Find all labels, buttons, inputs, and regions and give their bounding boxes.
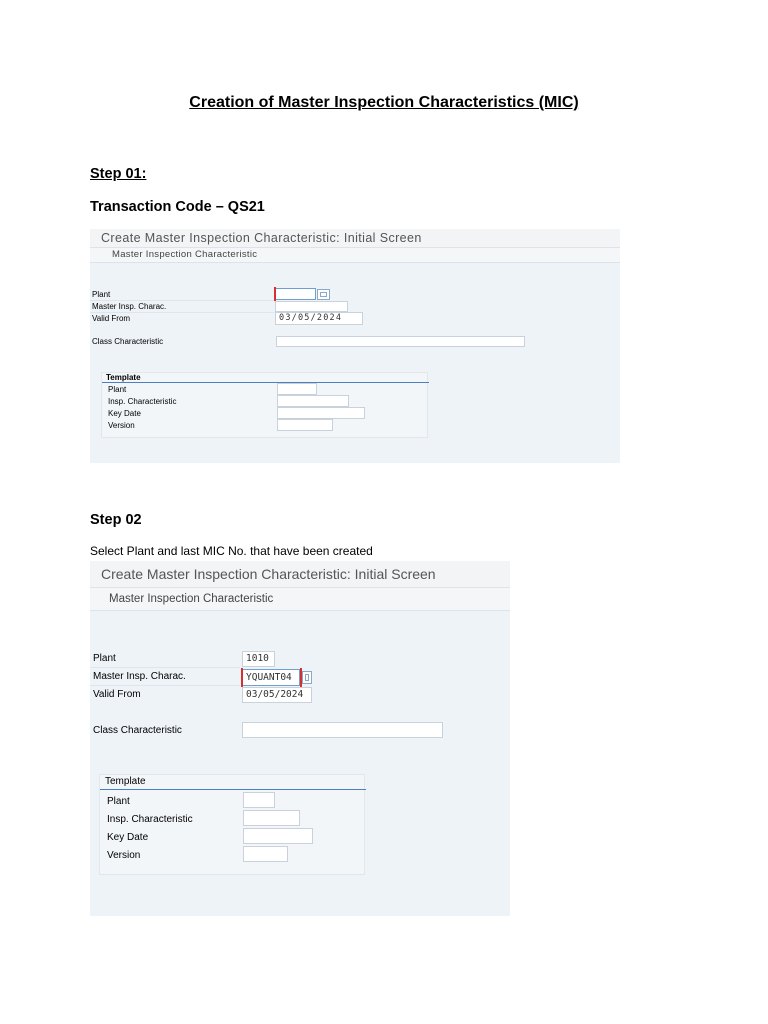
label-divider bbox=[90, 685, 240, 686]
template-plant-label: Plant bbox=[107, 796, 130, 807]
mic-label: Master Insp. Charac. bbox=[93, 671, 186, 682]
plant-label: Plant bbox=[93, 653, 116, 664]
class-characteristic-input[interactable] bbox=[242, 722, 443, 738]
template-plant-input[interactable] bbox=[277, 383, 317, 395]
label-divider bbox=[90, 667, 240, 668]
sap-screen-2 bbox=[90, 561, 510, 916]
document-title: Creation of Master Inspection Characteristics (MIC) bbox=[189, 94, 579, 111]
template-group bbox=[101, 372, 428, 438]
screen-title: Create Master Inspection Characteristic: Initial Screen bbox=[90, 229, 620, 247]
template-version-input[interactable] bbox=[243, 846, 288, 862]
template-insp-char-label: Insp. Characteristic bbox=[108, 397, 177, 406]
template-key-date-label: Key Date bbox=[107, 832, 149, 843]
template-title: Template bbox=[106, 373, 141, 382]
plant-input[interactable]: 1010 bbox=[242, 651, 275, 667]
screen-subtitle: Master Inspection Characteristic bbox=[90, 247, 620, 263]
valid-from-input[interactable]: 03/05/2024 bbox=[275, 312, 363, 325]
template-group bbox=[99, 774, 365, 875]
template-key-date-input[interactable] bbox=[277, 407, 365, 419]
value-help-icon[interactable] bbox=[317, 289, 330, 300]
template-insp-char-label: Insp. Characteristic bbox=[107, 814, 193, 825]
mic-input[interactable] bbox=[275, 301, 348, 312]
template-title: Template bbox=[105, 776, 146, 787]
step-2-instruction: Select Plant and last MIC No. that have been created bbox=[90, 544, 373, 558]
template-key-date-label: Key Date bbox=[108, 409, 141, 418]
valid-from-label: Valid From bbox=[92, 314, 131, 323]
step-2-heading: Step 02 bbox=[90, 512, 142, 528]
plant-label: Plant bbox=[92, 290, 111, 299]
required-marker bbox=[241, 668, 243, 687]
template-version-label: Version bbox=[108, 421, 135, 430]
template-plant-input[interactable] bbox=[243, 792, 275, 808]
transaction-code-heading: Transaction Code – QS21 bbox=[90, 199, 265, 215]
template-insp-char-input[interactable] bbox=[243, 810, 300, 826]
class-characteristic-label: Class Characteristic bbox=[93, 725, 182, 736]
valid-from-label: Valid From bbox=[93, 689, 141, 700]
label-divider bbox=[90, 300, 274, 301]
plant-input[interactable] bbox=[275, 288, 316, 300]
required-marker bbox=[274, 287, 276, 301]
template-plant-label: Plant bbox=[108, 385, 127, 394]
template-version-label: Version bbox=[107, 850, 141, 861]
valid-from-input[interactable]: 03/05/2024 bbox=[242, 687, 312, 703]
label-divider bbox=[90, 312, 274, 313]
template-rule bbox=[100, 789, 366, 790]
class-characteristic-label: Class Characteristic bbox=[92, 337, 164, 346]
sap-screen-1 bbox=[90, 229, 620, 463]
template-version-input[interactable] bbox=[277, 419, 333, 431]
template-insp-char-input[interactable] bbox=[277, 395, 349, 407]
value-help-icon[interactable] bbox=[302, 671, 312, 684]
step-1-heading: Step 01: bbox=[90, 166, 147, 182]
template-rule bbox=[102, 382, 429, 383]
mic-input[interactable]: YQUANT04 bbox=[242, 669, 300, 686]
class-characteristic-input[interactable] bbox=[276, 336, 525, 347]
template-key-date-input[interactable] bbox=[243, 828, 313, 844]
screen-title: Create Master Inspection Characteristic: Initial Screen bbox=[90, 561, 510, 587]
mic-label: Master Insp. Charac. bbox=[92, 302, 167, 311]
screen-subtitle: Master Inspection Characteristic bbox=[90, 587, 510, 611]
